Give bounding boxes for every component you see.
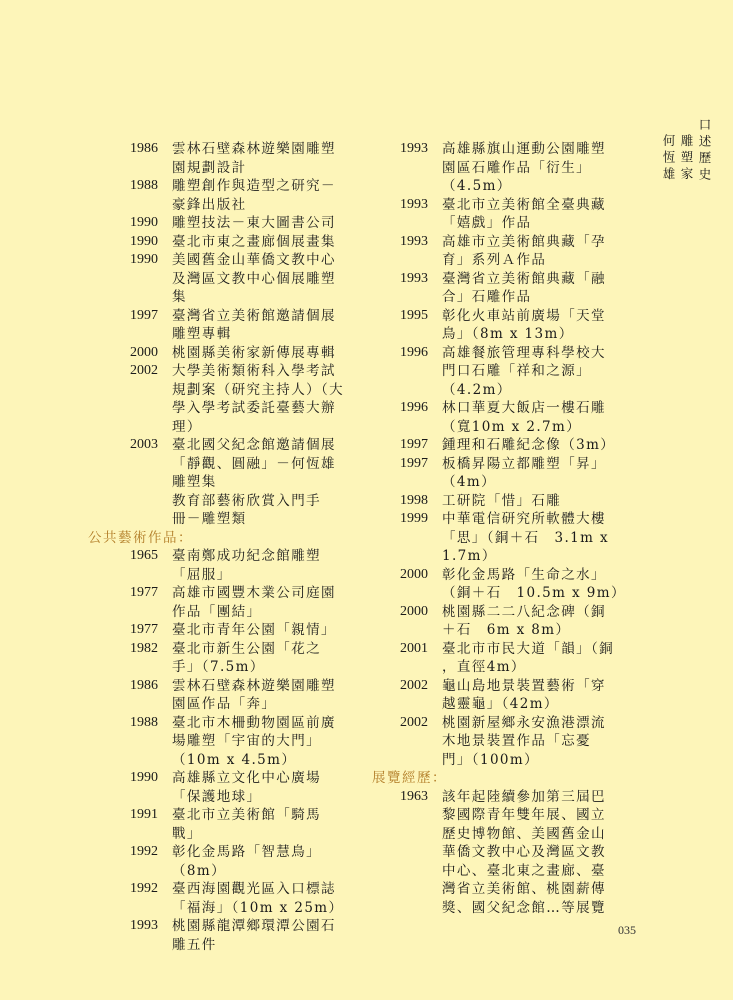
list-item: [372, 140, 668, 196]
entry-line: 林口華夏大飯店一樓石雕: [442, 400, 606, 416]
entry-year: 1965: [130, 548, 158, 563]
entry-year: 1993: [400, 270, 428, 286]
entry-line: 高雄市立美術館典藏「孕: [442, 233, 606, 250]
entry-year: [84, 492, 172, 529]
entry-year: 2002: [130, 363, 158, 378]
entry-line: 雕塑集: [172, 474, 217, 490]
entry-line: 鳥」（8m x 13m）: [442, 326, 574, 342]
entry-line: 臺西海園觀光區入口標誌: [172, 881, 336, 897]
entry-line: 獎、國父紀念館…等展覽: [442, 899, 606, 916]
entry-line: 中心、臺北東之畫廊、臺: [442, 862, 606, 879]
entry-year: 1988: [130, 178, 158, 193]
entry-line: 雕五件: [172, 936, 217, 953]
entry-line: 臺北市立美術館「騎馬: [172, 807, 321, 823]
entry-year: 1993: [400, 141, 428, 156]
entry-line: 豪鋒出版社: [172, 196, 247, 213]
right-column: [372, 140, 668, 917]
entry-year: 1963: [400, 788, 428, 804]
left-column: [84, 140, 384, 954]
entry-text: [172, 880, 384, 917]
entry-year: 2001: [400, 640, 428, 656]
entry-line: 工研院「惜」石雕: [442, 492, 562, 509]
entry-line: （10m x 4.5m）: [172, 751, 297, 768]
entry-line: 臺北市新生公園「花之: [172, 640, 321, 657]
entry-text: [442, 510, 668, 566]
entry-line: 園區石雕作品「衍生」: [442, 159, 591, 176]
side-running-title: [661, 118, 713, 184]
entry-year: 2002: [400, 714, 428, 730]
list-item: [84, 584, 384, 621]
entry-line: 臺灣省立美術館邀請個展: [172, 307, 336, 324]
list-item: [372, 307, 668, 344]
list-item: [372, 714, 668, 770]
entry-year: 1997: [400, 455, 428, 471]
entry-text: [442, 196, 668, 233]
entry-line: 桃園新屋鄉永安漁港漂流: [442, 714, 606, 731]
list-item: [84, 880, 384, 917]
list-item: [372, 455, 668, 492]
entry-line: 彰化金馬路「智慧鳥」: [172, 844, 321, 860]
entry-line: 雕塑專輯: [172, 326, 232, 342]
entry-line: 理）: [172, 418, 202, 435]
entry-year: 1982: [130, 640, 158, 656]
list-item: [84, 344, 384, 363]
list-item: [84, 362, 384, 436]
entry-line: 雲林石壁森林遊樂園雕塑: [172, 677, 336, 694]
list-item: [84, 436, 384, 492]
entry-line: （8m）: [172, 862, 226, 879]
list-item: [372, 399, 668, 436]
entry-line: 1.7m）: [442, 548, 497, 564]
list-item: [84, 214, 384, 233]
entry-text: [172, 640, 384, 677]
entry-year: 1997: [400, 437, 428, 452]
entry-line: 合」石雕作品: [442, 289, 532, 305]
entry-line: 「福海」（10m x 25m）: [172, 899, 344, 916]
list-item: [84, 843, 384, 880]
entry-line: 臺灣省立美術館典藏「融: [442, 270, 606, 287]
entry-line: 桃園縣龍潭鄉環潭公園石: [172, 918, 336, 934]
entry-line: 彰化火車站前廣場「天堂: [442, 307, 606, 324]
entry-year: 2003: [130, 437, 158, 452]
list-item: [84, 233, 384, 252]
entry-line: 門口石雕「祥和之源」: [442, 363, 591, 379]
entry-line: 臺北市木柵動物園區前廣: [172, 714, 336, 731]
entry-text: [442, 566, 668, 603]
list-item: [84, 917, 384, 954]
entry-line: 大學美術類術科入學考試: [172, 363, 336, 379]
entry-year: 1977: [130, 585, 158, 600]
entry-year: 2000: [400, 566, 428, 582]
entry-text: [172, 917, 384, 954]
entry-line: 高雄縣旗山運動公園雕塑: [442, 141, 606, 157]
entry-text: [442, 788, 668, 918]
list-item: [84, 307, 384, 344]
list-item: [372, 788, 668, 918]
entry-line: （4m）: [442, 474, 496, 490]
side-title-part: 雕塑家: [679, 134, 694, 184]
entry-line: ，直徑4m）: [442, 659, 526, 675]
entry-line: 龜山島地景裝置藝術「穿: [442, 677, 606, 694]
entry-text: [172, 177, 384, 214]
entry-text: [172, 547, 384, 584]
entry-line: 木地景裝置作品「忘憂: [442, 733, 591, 749]
entry-year: 1986: [130, 677, 158, 693]
entry-text: [172, 307, 384, 344]
list-item: [84, 640, 384, 677]
entry-line: 臺北市市民大道「韻」（銅: [442, 640, 615, 657]
entry-text: [172, 362, 384, 436]
entry-text: [172, 584, 384, 621]
entry-line: （銅＋石 10.5m x 9m）: [442, 585, 626, 601]
entry-text: [172, 251, 384, 307]
entry-text: [172, 436, 384, 492]
entry-line: 場雕塑「宇宙的大門」: [172, 733, 321, 749]
entry-year: 1992: [130, 844, 158, 859]
entry-line: 灣省立美術館、桃園薪傳: [442, 881, 606, 897]
entry-year: 1993: [130, 918, 158, 933]
entry-text: [442, 140, 668, 196]
entry-line: 雕塑創作與造型之研究－: [172, 178, 336, 194]
list-item: [372, 603, 668, 640]
entry-year: 1999: [400, 511, 428, 526]
entry-line: 園區作品「奔」: [172, 696, 277, 712]
entry-year: 1995: [400, 307, 428, 323]
entry-line: 學入學考試委託臺藝大辦: [172, 400, 336, 416]
list-item: [372, 233, 668, 270]
entry-text: [172, 843, 384, 880]
entry-text: [442, 270, 668, 307]
entry-year: 1993: [400, 233, 428, 249]
entry-text: [442, 307, 668, 344]
section-heading: 公共藝術作品：: [88, 529, 193, 546]
entry-line: 該年起陸續參加第三屆巴: [442, 788, 606, 805]
list-item: [372, 196, 668, 233]
entry-line: 桃園縣美術家新傳展專輯: [172, 344, 336, 361]
entry-text: [442, 233, 668, 270]
entry-line: 美國舊金山華僑文教中心: [172, 252, 336, 268]
list-item: [84, 177, 384, 214]
entry-line: 園規劃設計: [172, 159, 247, 176]
entry-line: 「思」（銅＋石 3.1m x: [442, 529, 610, 546]
entry-line: 「屈服」: [172, 566, 232, 583]
entry-line: （4.5m）: [442, 178, 512, 194]
entry-year: 1991: [130, 807, 158, 822]
entry-line: 臺北市東之畫廊個展畫集: [172, 233, 336, 250]
entry-line: 冊－雕塑類: [172, 511, 247, 527]
entry-year: 2000: [400, 603, 428, 619]
page-number: 035: [618, 923, 636, 937]
entry-line: 臺北市青年公園「親情」: [172, 622, 336, 638]
list-item: [84, 621, 384, 640]
list-item: [372, 270, 668, 307]
side-title-part: 口述歷史: [697, 118, 712, 184]
entry-line: 「保護地球」: [172, 788, 262, 805]
entry-line: 彰化金馬路「生命之水」: [442, 566, 606, 583]
list-item: [372, 640, 668, 677]
entry-line: （寬10m x 2.7m）: [442, 418, 582, 435]
list-item: [372, 677, 668, 714]
entry-text: [172, 714, 384, 770]
entry-year: 1997: [130, 307, 158, 323]
list-item: [372, 510, 668, 566]
list-item: [84, 806, 384, 843]
entry-line: 戰」: [172, 825, 202, 842]
entry-year: 1986: [130, 141, 158, 156]
entry-line: 作品「團結」: [172, 603, 262, 620]
entry-year: 1996: [400, 400, 428, 415]
entry-text: [172, 492, 384, 529]
list-item: [372, 344, 668, 400]
entry-text: [442, 640, 668, 677]
entry-text: [442, 714, 668, 770]
entry-year: 1993: [400, 196, 428, 212]
entry-line: ＋石 6m x 8m）: [442, 622, 571, 638]
entry-text: [172, 677, 384, 714]
entry-line: 高雄市國豐木業公司庭園: [172, 585, 336, 601]
entry-year: 1990: [130, 233, 158, 249]
entry-text: [442, 344, 668, 400]
list-item: [84, 714, 384, 770]
entry-line: 板橋昇陽立都雕塑「昇」: [442, 455, 606, 472]
entry-line: 雲林石壁森林遊樂園雕塑: [172, 141, 336, 157]
entry-line: 華僑文教中心及灣區文教: [442, 844, 606, 860]
entry-line: 越靈龜」（42m）: [442, 696, 559, 712]
entry-text: [442, 603, 668, 640]
entry-line: 集: [172, 289, 187, 305]
list-item: [372, 566, 668, 603]
entry-text: [172, 769, 384, 806]
entry-line: 桃園縣二二八紀念碑（銅: [442, 603, 606, 620]
entry-line: 臺北國父紀念館邀請個展: [172, 437, 336, 453]
entry-line: 歷史博物館、美國舊金山: [442, 825, 606, 842]
entry-line: 臺南鄭成功紀念館雕塑: [172, 548, 321, 564]
entry-year: 1990: [130, 770, 158, 785]
entry-text: [172, 806, 384, 843]
side-title-part: 何恆雄: [661, 134, 676, 184]
entry-year: 1990: [130, 252, 158, 267]
entry-text: [442, 455, 668, 492]
entry-text: [172, 214, 384, 233]
entry-text: [172, 233, 384, 252]
entry-line: 門」（100m）: [442, 751, 540, 768]
list-item: [84, 677, 384, 714]
entry-line: 黎國際青年雙年展、國立: [442, 807, 606, 823]
entry-year: 1990: [130, 215, 158, 230]
entry-line: 臺北市立美術館全臺典藏: [442, 196, 606, 213]
entry-line: 中華電信研究所軟體大樓: [442, 511, 606, 527]
entry-line: 規劃案（研究主持人）（大: [172, 381, 345, 398]
list-item: [372, 436, 668, 455]
entry-text: [172, 621, 384, 640]
entry-line: 鍾理和石雕紀念像（3m）: [442, 437, 616, 453]
entry-line: 高雄縣立文化中心廣場: [172, 770, 321, 786]
entry-text: [442, 492, 668, 511]
section-heading: 展覽經歷：: [372, 770, 447, 786]
list-item: [84, 140, 384, 177]
entry-line: （4.2m）: [442, 381, 512, 398]
entry-line: 手」（7.5m）: [172, 659, 265, 675]
entry-text: [442, 677, 668, 714]
list-item: [372, 492, 668, 511]
list-item: [84, 492, 384, 529]
entry-line: 「嬉戲」作品: [442, 215, 532, 231]
entry-line: 高雄餐旅管理專科學校大: [442, 344, 606, 361]
entry-text: [172, 344, 384, 363]
entry-year: 1998: [400, 492, 428, 508]
entry-year: 1992: [130, 881, 158, 896]
entry-year: 1988: [130, 714, 158, 730]
entry-text: [442, 436, 668, 455]
entry-line: 教育部藝術欣賞入門手: [172, 492, 321, 509]
entry-line: 育」系列Ａ作品: [442, 252, 547, 268]
entry-text: [442, 399, 668, 436]
list-item: [84, 547, 384, 584]
entry-year: 2002: [400, 677, 428, 693]
entry-line: 「靜觀、圓融」－何恆雄: [172, 455, 336, 472]
entry-year: 1996: [400, 344, 428, 360]
entry-text: [172, 140, 384, 177]
entry-year: 1977: [130, 622, 158, 637]
entry-year: 2000: [130, 344, 158, 360]
entry-line: 及灣區文教中心個展雕塑: [172, 270, 336, 287]
list-item: [84, 251, 384, 307]
list-item: [84, 769, 384, 806]
entry-line: 雕塑技法－東大圖書公司: [172, 215, 336, 231]
